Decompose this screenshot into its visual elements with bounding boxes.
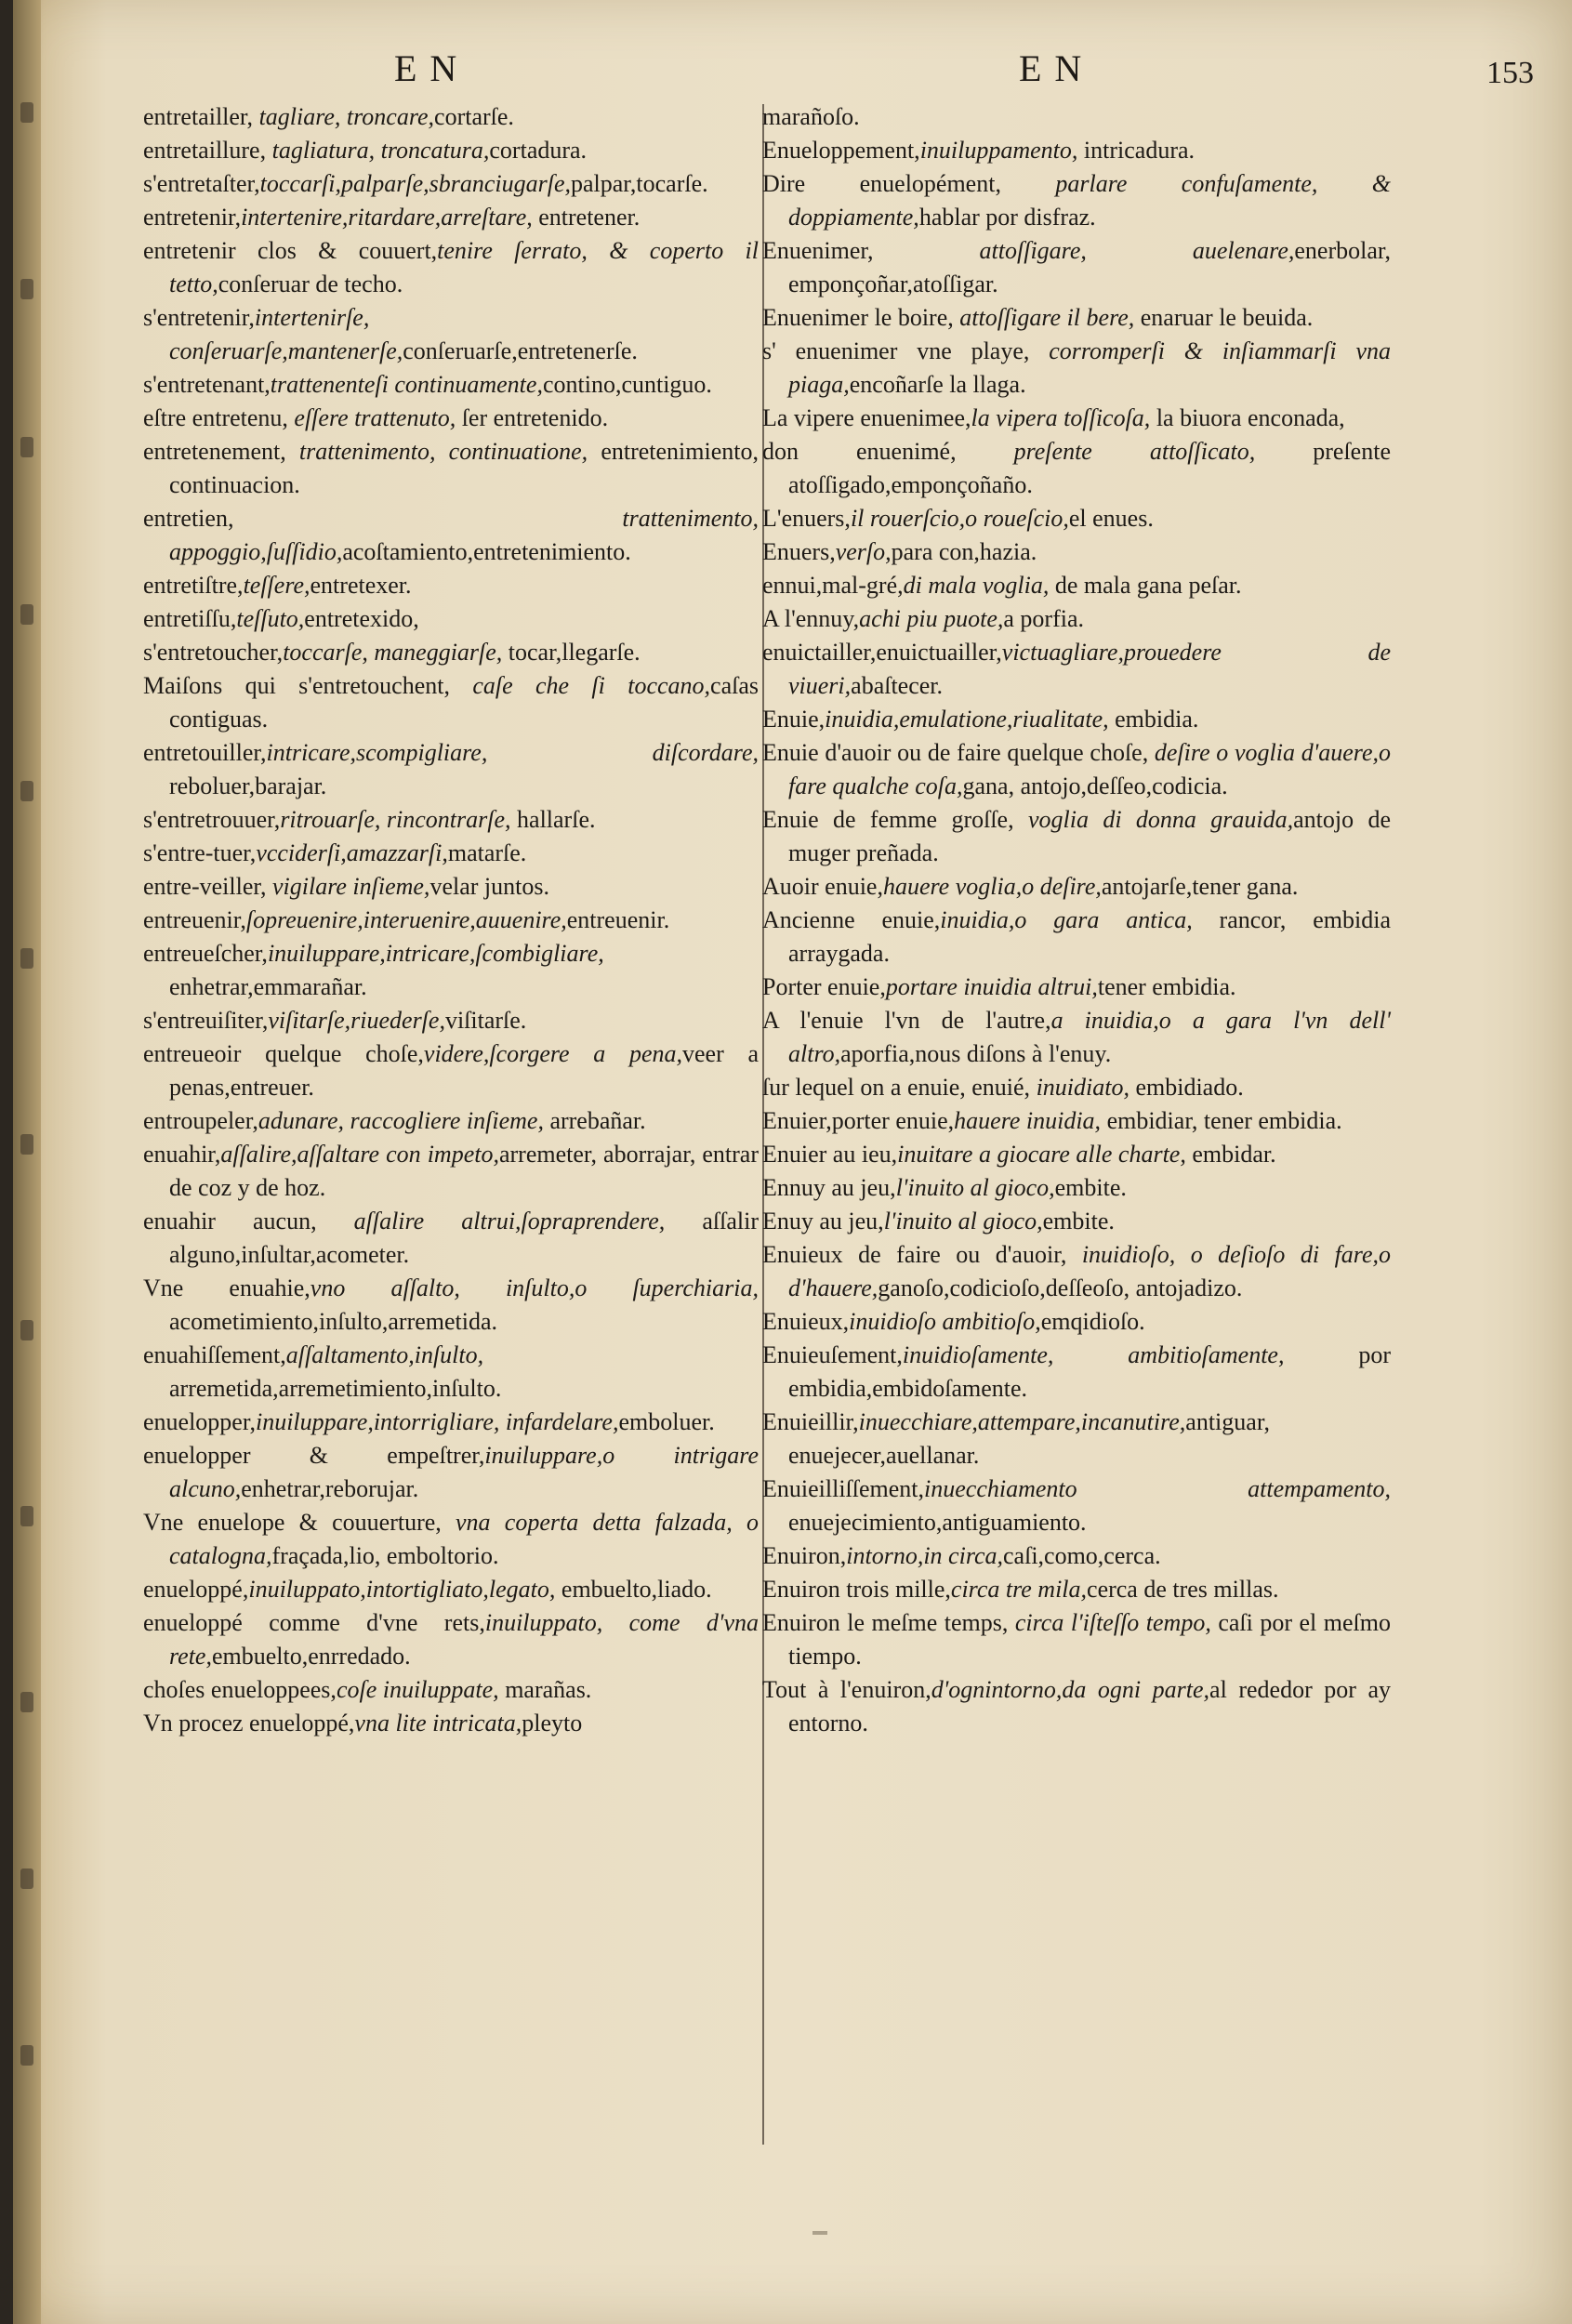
italian-gloss: parlare confuſamente, & doppiamente, xyxy=(788,170,1392,231)
gutter-mark xyxy=(20,948,33,969)
spanish-gloss: hablar por disfraz. xyxy=(918,204,1096,231)
book-page xyxy=(13,0,1572,2324)
italian-gloss: la vipera toſſicoſa, xyxy=(971,404,1151,431)
headword: ennui,mal-gré, xyxy=(762,572,904,599)
dictionary-entry xyxy=(762,803,1391,870)
spanish-gloss: enhetrar,emmarañar. xyxy=(169,973,367,1000)
dictionary-entry xyxy=(143,904,759,937)
dictionary-entry xyxy=(762,502,1391,535)
headword: Enuie, xyxy=(762,706,826,733)
headword: A l'ennuy, xyxy=(762,605,860,632)
italian-gloss: tenire ſerrato, & coperto il tetto, xyxy=(169,237,759,297)
dictionary-entry xyxy=(762,1606,1391,1673)
headword: L'enuers, xyxy=(762,505,851,532)
dictionary-entry xyxy=(143,736,759,803)
headword: Enuier,porter enuie, xyxy=(762,1107,955,1134)
dictionary-entry xyxy=(762,1138,1391,1171)
italian-gloss: trattenenteſi continuamente, xyxy=(270,371,543,398)
headword: s'entre-tuer, xyxy=(143,839,257,866)
headword: entretenir, xyxy=(143,204,242,231)
italian-gloss: d'ognintorno,da ogni parte, xyxy=(931,1676,1210,1703)
italian-gloss: ſopreuenire,interuenire,auuenire, xyxy=(245,906,567,933)
headword: entretenir clos & couuert, xyxy=(143,237,438,264)
dictionary-entry xyxy=(762,535,1391,569)
headword: Maiſons qui s'entretouchent, xyxy=(143,672,473,699)
italian-gloss: inuiluppato,intortigliato,legato, xyxy=(248,1576,556,1603)
dictionary-entry xyxy=(762,1004,1391,1071)
spanish-gloss: marañas. xyxy=(498,1676,592,1703)
spanish-gloss: intricadura. xyxy=(1077,137,1196,164)
italian-gloss: inuecchiamento attempamento, xyxy=(924,1475,1391,1502)
dictionary-entry xyxy=(143,636,759,669)
dictionary-entry xyxy=(762,100,1391,134)
dictionary-entry xyxy=(762,1406,1391,1472)
italian-gloss: inuiluppare,o intrigare alcuno, xyxy=(169,1442,759,1502)
headword: ſur lequel on a enuie, enuié, xyxy=(762,1074,1037,1101)
italian-gloss: voglia di donna grauida, xyxy=(1027,806,1294,833)
dictionary-entry xyxy=(143,937,759,1004)
dictionary-entry xyxy=(143,301,759,368)
spanish-gloss: cortarſe. xyxy=(434,103,514,130)
italian-gloss: inuiluppato, come d'vna rete, xyxy=(169,1609,759,1670)
italian-gloss: intorno,in circa, xyxy=(846,1542,1004,1569)
headword: s'entretoucher, xyxy=(143,639,284,666)
gutter-mark xyxy=(20,1320,33,1340)
spanish-gloss: preſente atoſſigado,emponçoñaño. xyxy=(788,438,1391,498)
italian-gloss: hauere voglia,o deſire, xyxy=(882,873,1102,900)
italian-gloss: vna lite intricata, xyxy=(354,1710,522,1736)
ink-smudge xyxy=(812,2231,827,2235)
spanish-gloss: antiguar, enuejecer,auellanar. xyxy=(788,1408,1270,1469)
headword: entretaillure, xyxy=(143,137,272,164)
running-header xyxy=(13,46,1572,102)
headword: s' enuenimer vne playe, xyxy=(762,337,1050,364)
italian-gloss: inuiluppamento, xyxy=(919,137,1078,164)
dictionary-entry xyxy=(762,1339,1391,1406)
dictionary-entry xyxy=(143,1104,759,1138)
spanish-gloss: contino,cuntiguo. xyxy=(542,371,712,398)
italian-gloss: hauere inuidia, xyxy=(954,1107,1102,1134)
dictionary-entry xyxy=(143,1439,759,1506)
spanish-gloss: embidar. xyxy=(1185,1141,1276,1168)
headword: Enuieillir, xyxy=(762,1408,859,1435)
headword: Tout à l'enuiron, xyxy=(762,1676,931,1703)
spanish-gloss: entretener. xyxy=(532,204,641,231)
dictionary-entry xyxy=(762,435,1391,502)
spanish-gloss: conſeruarſe,entretenerſe. xyxy=(403,337,638,364)
dictionary-entry xyxy=(762,636,1391,703)
left-column xyxy=(143,100,759,1740)
dictionary-entry xyxy=(762,1238,1391,1305)
dictionary-entry xyxy=(143,1205,759,1272)
spanish-gloss: al rededor por ay entorno. xyxy=(788,1676,1392,1736)
dictionary-entry xyxy=(762,736,1391,803)
italian-gloss: portare inuidia altrui, xyxy=(885,973,1098,1000)
spanish-gloss: caſas contiguas. xyxy=(169,672,759,733)
italian-gloss: intricare,scompigliare, diſcordare, xyxy=(266,739,759,766)
spanish-gloss: cortadura. xyxy=(489,137,588,164)
gutter-mark xyxy=(20,1134,33,1155)
spanish-gloss: enaruar le beuida. xyxy=(1134,304,1314,331)
spanish-gloss: arremetida,arremetimiento,inſulto. xyxy=(169,1375,502,1402)
dictionary-entry xyxy=(762,1104,1391,1138)
headword: s'entretaſter, xyxy=(143,170,260,197)
spanish-gloss: matarſe. xyxy=(447,839,527,866)
spanish-gloss: arrebañar. xyxy=(543,1107,646,1134)
headword: entretiſtre, xyxy=(143,572,244,599)
spanish-gloss: por embidia,embidoſamente. xyxy=(788,1341,1391,1402)
headword: enuictailler,enuictuailler, xyxy=(762,639,1002,666)
dictionary-entry xyxy=(143,167,759,201)
headword: entretien, xyxy=(143,505,623,532)
italian-gloss: a inuidia,o a gara l'vn dell' altro, xyxy=(788,1007,1391,1067)
spanish-gloss: arremeter, aborrajar, entrar de coz y de hoz. xyxy=(169,1141,759,1201)
italian-gloss: corromperſi & inſiammarſi vna piaga, xyxy=(788,337,1391,398)
spanish-gloss: enerbolar, emponçoñar,atoſſigar. xyxy=(788,237,1391,297)
italian-gloss: intertenirſe, conſeruarſe,mantenerſe, xyxy=(169,304,403,364)
dictionary-entry xyxy=(143,837,759,870)
headword: Enuier au ieu, xyxy=(762,1141,898,1168)
headword: entretenement, xyxy=(143,438,299,465)
spanish-gloss: aporfia,nous diſons à l'enuy. xyxy=(840,1040,1112,1067)
italian-gloss: tagliare, troncare, xyxy=(258,103,435,130)
gutter-mark xyxy=(20,1692,33,1712)
headword: enuahiſſement, xyxy=(143,1341,286,1368)
dictionary-entry xyxy=(143,803,759,837)
dictionary-entry xyxy=(143,502,759,569)
gutter-mark xyxy=(20,1868,33,1889)
italian-gloss: attoſſigare, auelenare, xyxy=(979,237,1295,264)
headword: Enuiron, xyxy=(762,1542,847,1569)
italian-gloss: inuidia,emulatione,riualitate, xyxy=(825,706,1109,733)
gutter-mark xyxy=(20,1506,33,1526)
dictionary-entry xyxy=(143,1707,759,1740)
right-column xyxy=(762,100,1391,1740)
spanish-gloss: gana, antojo,deſſeo,codicia. xyxy=(962,772,1228,799)
spanish-gloss: ganoſo,codicioſo,deſſeoſo, antojadizo. xyxy=(878,1274,1243,1301)
dictionary-entry xyxy=(143,669,759,736)
spanish-gloss: de mala gana peſar. xyxy=(1049,572,1242,599)
gutter-mark xyxy=(20,437,33,457)
headword: enuahir, xyxy=(143,1141,221,1168)
headword: s'entretrouuer, xyxy=(143,806,281,833)
spanish-gloss: para con,hazia. xyxy=(891,538,1037,565)
dictionary-entry xyxy=(143,569,759,602)
gutter-mark xyxy=(20,781,33,801)
italian-gloss: aſſalire,aſſaltare con impeto, xyxy=(220,1141,499,1168)
dictionary-entry xyxy=(762,1539,1391,1573)
spanish-gloss: entretenimiento, continuacion. xyxy=(169,438,759,498)
spanish-gloss: antojarſe,tener gana. xyxy=(1101,873,1299,900)
dictionary-entry xyxy=(762,1673,1391,1740)
italian-gloss: teſſere, xyxy=(243,572,310,599)
headword: entreueſcher, xyxy=(143,940,268,967)
headword: Enuiron trois mille, xyxy=(762,1576,951,1603)
dictionary-entry xyxy=(143,201,759,234)
dictionary-entry xyxy=(143,100,759,134)
headword: entre-veiller, xyxy=(143,873,272,900)
headword: choſes enueloppees, xyxy=(143,1676,337,1703)
dictionary-entry xyxy=(762,703,1391,736)
dictionary-entry xyxy=(143,1606,759,1673)
dictionary-entry xyxy=(143,234,759,301)
dictionary-entry xyxy=(762,134,1391,167)
italian-gloss: inuiluppare,intorrigliare, infardelare, xyxy=(255,1408,619,1435)
italian-gloss: inuidia,o gara antica, xyxy=(940,906,1193,933)
spanish-gloss: entretexido, xyxy=(304,605,419,632)
italian-gloss: viſitarſe,riuederſe, xyxy=(268,1007,445,1034)
italian-gloss: vno aſſalto, inſulto,o ſuperchiaria, xyxy=(310,1274,759,1301)
spanish-gloss: veer a penas,entreuer. xyxy=(169,1040,760,1101)
gutter-mark xyxy=(20,102,33,123)
spanish-gloss: caſi por el meſmo tiempo. xyxy=(788,1609,1391,1670)
italian-gloss: victuagliare,prouedere de viueri, xyxy=(788,639,1391,699)
headword: entreuenir, xyxy=(143,906,246,933)
spanish-gloss: emboluer. xyxy=(618,1408,715,1435)
italian-gloss: toccarſi,palparſe,sbranciugarſe, xyxy=(259,170,571,197)
headword: Enuieilliſſement, xyxy=(762,1475,925,1502)
right-running-head: EN xyxy=(1019,47,1095,89)
headword: enueloppé, xyxy=(143,1576,249,1603)
dictionary-entry xyxy=(143,435,759,502)
dictionary-entry xyxy=(143,1673,759,1707)
italian-gloss: inuidioſamente, ambitioſamente, xyxy=(902,1341,1285,1368)
italian-gloss: inuiluppare,intricare,ſcombigliare, xyxy=(267,940,604,967)
spanish-gloss: conſeruar de techo. xyxy=(218,271,403,297)
headword: Ennuy au jeu, xyxy=(762,1174,896,1201)
dictionary-entry xyxy=(143,402,759,435)
headword: Enuenimer le boire, xyxy=(762,304,960,331)
headword: Dire enuelopément, xyxy=(762,170,1056,197)
italian-gloss: vcciderſi,amazzarſi, xyxy=(256,839,448,866)
headword: enuelopper & empeſtrer, xyxy=(143,1442,485,1469)
spanish-gloss: ſer entretenido. xyxy=(456,404,609,431)
italian-gloss: vna coperta detta falzada, o catalogna, xyxy=(169,1509,759,1569)
dictionary-entry xyxy=(762,1573,1391,1606)
italian-gloss: ritrouarſe, rincontrarſe, xyxy=(280,806,511,833)
italian-gloss: toccarſe, maneggiarſe, xyxy=(283,639,503,666)
headword: Vn procez enueloppé, xyxy=(143,1710,355,1736)
spanish-gloss: encoñarſe la llaga. xyxy=(849,371,1026,398)
spanish-gloss: embuelto,enrredado. xyxy=(211,1643,411,1670)
dictionary-entry xyxy=(143,1037,759,1104)
italian-gloss: aſſaltamento,inſulto, xyxy=(285,1341,484,1368)
headword: s'entreuiſiter, xyxy=(143,1007,269,1034)
headword: Enuers, xyxy=(762,538,836,565)
headword: A l'enuie l'vn de l'autre, xyxy=(762,1007,1051,1034)
headword: Enuie d'auoir ou de faire quelque choſe, xyxy=(762,739,1155,766)
dictionary-entry xyxy=(762,167,1391,234)
spanish-gloss: hallarſe. xyxy=(510,806,596,833)
italian-gloss: inuidiato, xyxy=(1036,1074,1129,1101)
spanish-gloss: abaſtecer. xyxy=(851,672,944,699)
headword: entretailler, xyxy=(143,103,259,130)
dictionary-entry xyxy=(143,1573,759,1606)
headword: Enuie de femme groſſe, xyxy=(762,806,1028,833)
spanish-gloss: embidiar, tener embidia. xyxy=(1101,1107,1342,1134)
headword: Vne enuelope & couuerture, xyxy=(143,1509,456,1536)
spanish-gloss: acoſtamiento,entretenimiento. xyxy=(342,538,631,565)
italian-gloss: deſire o voglia d'auere,o fare qualche coſa, xyxy=(788,739,1391,799)
spanish-gloss: embite. xyxy=(1054,1174,1127,1201)
dictionary-entry xyxy=(762,1071,1391,1104)
spanish-gloss: caſi,como,cerca. xyxy=(1003,1542,1161,1569)
italian-gloss: tagliatura, troncatura, xyxy=(271,137,490,164)
spanish-gloss: tocar,llegarſe. xyxy=(502,639,641,666)
dictionary-entry xyxy=(762,1205,1391,1238)
dictionary-entry xyxy=(143,1406,759,1439)
italian-gloss: inuidioſo ambitioſo, xyxy=(849,1308,1041,1335)
left-running-head: EN xyxy=(394,47,470,89)
headword: Enuieux de faire ou d'auoir, xyxy=(762,1241,1082,1268)
spanish-gloss: el enues. xyxy=(1068,505,1154,532)
dictionary-entry xyxy=(762,904,1391,971)
headword: enueloppé comme d'vne rets, xyxy=(143,1609,485,1636)
headword: eſtre entretenu, xyxy=(143,404,295,431)
italian-gloss: inuitare a giocare alle charte, xyxy=(897,1141,1186,1168)
headword: s'entretenir, xyxy=(143,304,255,331)
italian-gloss: achi piu puote, xyxy=(859,605,1004,632)
dictionary-entry xyxy=(143,1138,759,1205)
headword: Enuiron le meſme temps, xyxy=(762,1609,1015,1636)
spanish-gloss: emqidioſo. xyxy=(1040,1308,1145,1335)
spanish-gloss: antojo de muger preñada. xyxy=(788,806,1391,866)
spanish-gloss: pleyto xyxy=(522,1710,583,1736)
italian-gloss: caſe che ſi toccano, xyxy=(472,672,711,699)
headword: Auoir enuie, xyxy=(762,873,883,900)
italian-gloss: circa tre mila, xyxy=(950,1576,1088,1603)
headword: Porter enuie, xyxy=(762,973,886,1000)
dictionary-entry xyxy=(762,1171,1391,1205)
italian-gloss: circa l'iſteſſo tempo, xyxy=(1014,1609,1211,1636)
headword: s'entretenant, xyxy=(143,371,271,398)
headword: La vipere enuenimee, xyxy=(762,404,971,431)
headword: Enuieux, xyxy=(762,1308,850,1335)
italian-gloss: il rouerſcio,o roueſcio, xyxy=(850,505,1069,532)
dictionary-entry xyxy=(143,134,759,167)
headword: Enuenimer, xyxy=(762,237,980,264)
dictionary-entry xyxy=(143,870,759,904)
headword: Ancienne enuie, xyxy=(762,906,941,933)
headword: enuelopper, xyxy=(143,1408,256,1435)
gutter-mark xyxy=(20,279,33,299)
dictionary-entry xyxy=(762,870,1391,904)
italian-gloss: inuidioſo, o deſioſo di fare,o d'hauere, xyxy=(788,1241,1392,1301)
italian-gloss: preſente attoſſicato, xyxy=(1013,438,1256,465)
spanish-gloss: embuelto,liado. xyxy=(555,1576,712,1603)
italian-gloss: di mala voglia, xyxy=(903,572,1050,599)
dictionary-entry xyxy=(143,602,759,636)
dictionary-entry xyxy=(762,301,1391,335)
italian-gloss: aſſalire altrui,ſopraprendere, xyxy=(353,1208,666,1235)
spanish-gloss: embidia. xyxy=(1108,706,1199,733)
italian-gloss: eſſere trattenuto, xyxy=(294,404,456,431)
headword: Enuieuſement, xyxy=(762,1341,903,1368)
spanish-gloss: velar juntos. xyxy=(429,873,549,900)
dictionary-entry xyxy=(143,1339,759,1406)
headword: don enuenimé, xyxy=(762,438,1014,465)
headword: entreueoir quelque choſe, xyxy=(143,1040,424,1067)
spanish-gloss: rancor, embidia arraygada. xyxy=(788,906,1391,967)
spanish-gloss: tener embidia. xyxy=(1097,973,1236,1000)
gutter-mark xyxy=(20,604,33,625)
dictionary-entry xyxy=(143,1004,759,1037)
dictionary-entry xyxy=(762,1472,1391,1539)
page-gutter xyxy=(13,0,41,2324)
italian-gloss: verſo, xyxy=(835,538,892,565)
spanish-gloss: la biuora enconada, xyxy=(1150,404,1345,431)
italian-gloss: trattenimento, appoggio,ſuſſidio, xyxy=(169,505,759,565)
dictionary-entry xyxy=(762,602,1391,636)
spanish-gloss: enuejecimiento,antiguamiento. xyxy=(788,1509,1087,1536)
italian-gloss: intertenire,ritardare,arreſtare, xyxy=(241,204,533,231)
spanish-gloss: entreuenir. xyxy=(566,906,670,933)
italian-gloss: adunare, raccogliere inſieme, xyxy=(258,1107,544,1134)
headword: marañoſo. xyxy=(762,103,860,130)
dictionary-entry xyxy=(143,1272,759,1339)
dictionary-entry xyxy=(762,234,1391,301)
spanish-gloss: palpar,tocarſe. xyxy=(571,170,708,197)
headword: Enueloppement, xyxy=(762,137,920,164)
spanish-gloss: fraçada,lio, emboltorio. xyxy=(271,1542,499,1569)
spanish-gloss: entretexer. xyxy=(310,572,412,599)
headword: entretiſſu, xyxy=(143,605,237,632)
italian-gloss: teſſuto, xyxy=(236,605,305,632)
spanish-gloss: aſſalir alguno,inſultar,acometer. xyxy=(169,1208,759,1268)
dictionary-entry xyxy=(143,1506,759,1573)
italian-gloss: attoſſigare il bere, xyxy=(959,304,1135,331)
italian-gloss: l'inuito al gioco, xyxy=(883,1208,1043,1235)
italian-gloss: inuecchiare,attempare,incanutire, xyxy=(858,1408,1186,1435)
dictionary-entry xyxy=(143,368,759,402)
headword: entroupeler, xyxy=(143,1107,258,1134)
spanish-gloss: embidiado. xyxy=(1129,1074,1244,1101)
dictionary-entry xyxy=(762,1305,1391,1339)
italian-gloss: trattenimento, continuatione, xyxy=(298,438,588,465)
headword: enuahir aucun, xyxy=(143,1208,354,1235)
italian-gloss: l'inuito al gioco, xyxy=(895,1174,1055,1201)
spanish-gloss: viſitarſe. xyxy=(444,1007,527,1034)
gutter-mark xyxy=(20,2045,33,2066)
headword: Vne enuahie, xyxy=(143,1274,310,1301)
dictionary-entry xyxy=(762,335,1391,402)
spanish-gloss: enhetrar,reborujar. xyxy=(241,1475,419,1502)
italian-gloss: videre,ſcorgere a pena, xyxy=(423,1040,683,1067)
dictionary-entry xyxy=(762,402,1391,435)
page-number: 153 xyxy=(1486,56,1534,90)
headword: entretouiller, xyxy=(143,739,267,766)
spanish-gloss: reboluer,barajar. xyxy=(169,772,327,799)
spanish-gloss: embite. xyxy=(1042,1208,1115,1235)
dictionary-entry xyxy=(762,569,1391,602)
italian-gloss: vigilare inſieme, xyxy=(272,873,430,900)
spanish-gloss: a porfia. xyxy=(1003,605,1084,632)
italian-gloss: coſe inuiluppate, xyxy=(336,1676,499,1703)
dictionary-entry xyxy=(762,971,1391,1004)
headword: Enuy au jeu, xyxy=(762,1208,884,1235)
spanish-gloss: cerca de tres millas. xyxy=(1087,1576,1279,1603)
spanish-gloss: acometimiento,inſulto,arremetida. xyxy=(169,1308,498,1335)
